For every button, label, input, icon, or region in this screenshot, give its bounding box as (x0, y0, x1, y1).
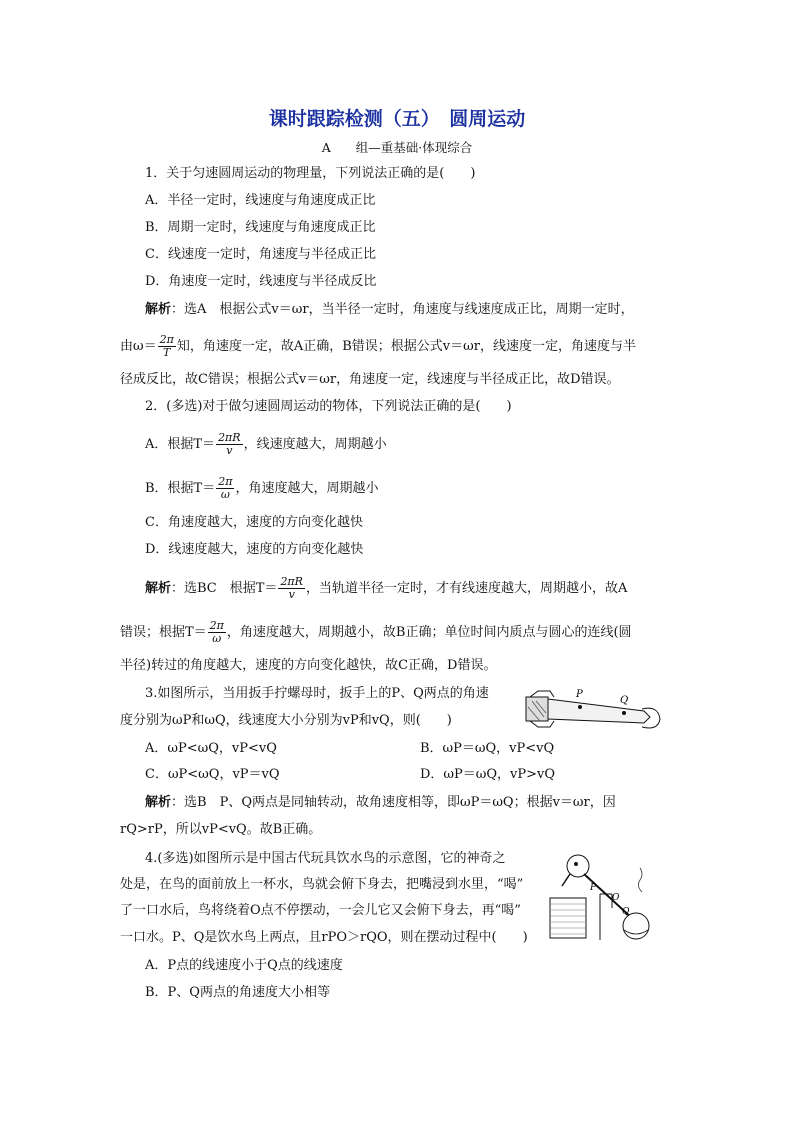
q2-answer-post-2: ，角速度越大，周期越小，故B正确；单位时间内质点与圆心的连线(圆 (226, 625, 632, 640)
q2-a-post: ，线速度越大，周期越小 (243, 437, 387, 452)
q1-answer-line-2 (120, 334, 636, 359)
q2-option-c: C．角速度越大，速度的方向变化越快 (145, 515, 363, 530)
q2-answer-line-2 (120, 620, 632, 645)
q2-answer-line-3: 半径)转过的角度越大，速度的方向变化越快，故C正确，D错误。 (120, 658, 497, 673)
q3-option-b: B．ωP＝ωQ，vP<vQ (420, 741, 555, 756)
q1-answer-label: 解析 (145, 302, 172, 317)
q2-answer-pre-2: 错误；根据T＝ (120, 625, 207, 640)
q2-b-fraction (216, 476, 234, 501)
q1-option-d: D．角速度一定时，线速度与半径成反比 (145, 274, 377, 289)
q2-option-b (145, 476, 378, 501)
q3-stem-line-2: 度分别为ωP和ωQ，线速度大小分别为vP和vQ，则( ) (120, 713, 452, 728)
q3-answer-text: ：选B P、Q两点是同轴转动，故角速度相等，即ωP＝ωQ；根据v＝ωr，因 (171, 795, 616, 810)
q2-answer-fraction-2 (208, 620, 226, 645)
q3-answer-label: 解析 (145, 795, 172, 810)
q1-option-c: C．线速度一定时，角速度与半径成正比 (145, 247, 376, 262)
q2-answer-line-1 (145, 576, 627, 601)
q4-stem-line-2: 处是，在鸟的面前放上一杯水，鸟就会俯下身去，把嘴浸到水里，“喝” (120, 877, 524, 892)
q3-option-a: A．ωP<ωQ，vP<vQ (145, 741, 277, 756)
fraction-numerator: 2πR (280, 575, 303, 588)
bird-label-q: Q (622, 907, 630, 917)
q4-option-a: A．P点的线速度小于Q点的线速度 (145, 958, 343, 973)
wrench-label-p: P (576, 689, 583, 700)
fraction-numerator: 2π (218, 475, 233, 488)
q2-option-a (145, 432, 387, 457)
q2-b-pre: B．根据T＝ (145, 481, 216, 496)
fraction-denominator: v (226, 444, 233, 457)
q2-answer-post: ，当轨道半径一定时，才有线速度越大，周期越小，故A (305, 581, 628, 596)
q1-answer-line-3: 径成反比，故C错误；根据公式v＝ωr，角速度一定，线速度与半径成正比，故D错误。 (120, 372, 620, 387)
fraction-denominator: ω (212, 632, 222, 645)
q2-answer-label: 解析 (145, 581, 172, 596)
q1-answer-text: ：选A 根据公式v＝ωr，当半径一定时，角速度与线速度成正比，周期一定时， (171, 302, 634, 317)
q4-stem-line-1: 4.(多选)如图所示是中国古代玩具饮水鸟的示意图，它的神奇之 (145, 851, 506, 866)
fraction-denominator: ω (220, 488, 230, 501)
q3-answer-line-2: rQ>rP，所以vP<vQ。故B正确。 (120, 822, 322, 837)
q4-stem-line-4: 一口水。P、Q是饮水鸟上两点，且rPO＞rQO，则在摆动过程中( ) (120, 930, 528, 945)
q2-answer-pre: ：选BC 根据T＝ (171, 581, 278, 596)
q2-b-post: ，角速度越大，周期越小 (235, 481, 379, 496)
q1-option-a: A．半径一定时，线速度与角速度成正比 (145, 193, 376, 208)
q4-option-b: B．P、Q两点的角速度大小相等 (145, 985, 330, 1000)
fraction-denominator: v (288, 588, 295, 601)
q3-option-d: D．ωP＝ωQ，vP>vQ (420, 767, 556, 782)
fraction-numerator: 2π (209, 619, 224, 632)
page-title: 课时跟踪检测（五） 圆周运动 (268, 108, 526, 130)
bird-label-o: O (612, 893, 620, 903)
fraction-numerator: 2π (159, 333, 174, 346)
q2-a-fraction (216, 432, 243, 457)
q1-answer-pre: 由ω＝ (120, 339, 157, 354)
q1-answer-fraction (158, 334, 176, 359)
fraction-numerator: 2πR (218, 431, 241, 444)
q2-answer-fraction-1 (278, 576, 305, 601)
q1-answer-line-1 (145, 301, 634, 319)
q1-answer-post: 知，角速度一定，故A正确，B错误；根据公式v＝ωr，线速度一定，角速度与半 (176, 339, 636, 354)
wrench-label-q: Q (620, 695, 629, 706)
q2-stem: 2．(多选)对于做匀速圆周运动的物体，下列说法正确的是( ) (145, 399, 512, 414)
section-subtitle: A 组—重基础·体现综合 (321, 140, 473, 155)
q4-stem-line-3: 了一口水后，鸟将绕着O点不停摆动，一会儿它又会俯下身去，再“喝” (120, 903, 521, 918)
fraction-denominator: T (163, 346, 171, 359)
q2-option-d: D．线速度越大，速度的方向变化越快 (145, 542, 364, 557)
q3-answer-line-1 (145, 794, 616, 812)
wrench-figure (524, 683, 664, 735)
q2-a-pre: A．根据T＝ (145, 437, 216, 452)
q3-stem-line-1: 3.如图所示，当用扳手拧螺母时，扳手上的P、Q两点的角速 (145, 686, 489, 701)
q3-option-c: C．ωP<ωQ，vP＝vQ (145, 767, 280, 782)
bird-label-p: P (590, 883, 597, 893)
q1-stem: 1．关于匀速圆周运动的物理量，下列说法正确的是( ) (145, 166, 476, 181)
q1-option-b: B．周期一定时，线速度与角速度成正比 (145, 220, 376, 235)
drinking-bird-figure (548, 848, 656, 940)
